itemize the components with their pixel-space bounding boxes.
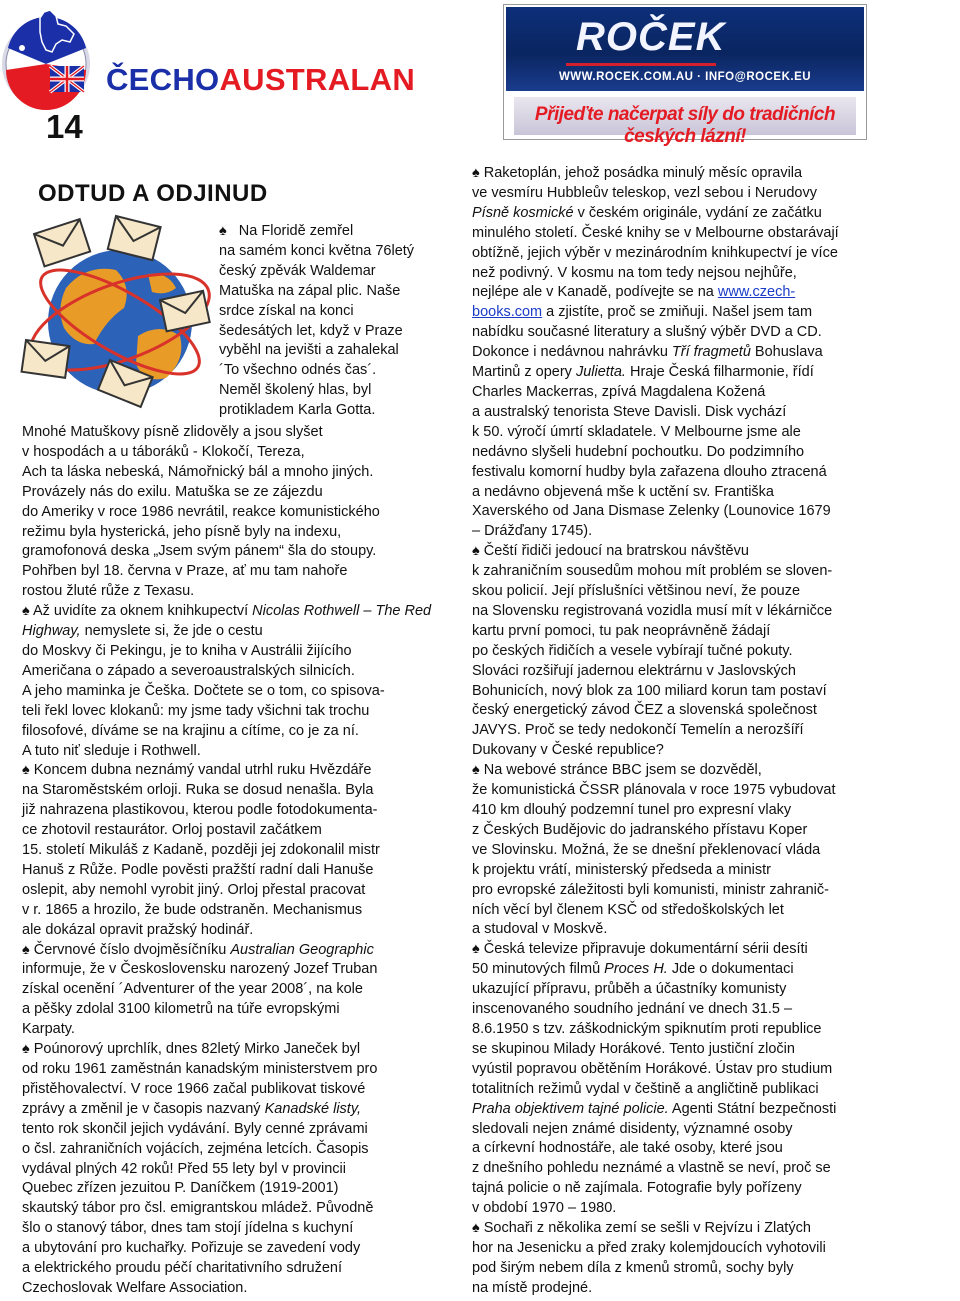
text-line: tajná policie o ně zajímala. Fotografie byly pořízeny [472, 1180, 802, 1197]
text-line: Provázely nás do exilu. Matuška se ze zájezdu [22, 483, 323, 500]
right-column [472, 164, 952, 1299]
advert-banner [506, 7, 864, 91]
text-line: po českých řidičích a vesele vybírají tučné pokuty. [472, 642, 793, 659]
text-line: v r. 1865 a hrozilo, že bude odstraněn. Mechanismus [22, 901, 363, 918]
text-line: Charles Mackerras, zpívá Magdalena Kožená [472, 383, 766, 400]
text-line: 410 km dlouhý podzemní tunel pro expresní vlaky [472, 802, 792, 818]
spade-bullet: ♠ [22, 941, 30, 958]
brand-part2: AUSTRALAN [219, 62, 416, 97]
text-line: filosofové, díváme se na krajinu a cítíme, co je za ní. [22, 722, 359, 739]
text-line: než podivný. V kosmu na tom tedy nejsou nejhůře, [472, 264, 797, 281]
text-line: Písně kosmické v českém originále, vydání ze začátku [472, 204, 822, 221]
text-line: Matuška na zápal plic. Naše [219, 282, 401, 299]
text-line: protikladem Karla Gotta. [219, 402, 376, 419]
text-line: v období 1970 – 1980. [472, 1200, 617, 1217]
text-line: a australský tenorista Steve Davisli. Disk vychází [472, 403, 787, 420]
text-line: skou policií. Její příslušníci většinou neví, že pouze [472, 583, 801, 600]
televize-article [472, 940, 952, 1219]
text-line: ukazující přípravu, průběh a účastníky komunisty [472, 981, 787, 998]
text-line: z Českých Budějovic do jadranského přístavu Koper [472, 821, 808, 838]
text-line: minulého století. České knihy se v Melbourne obstarávají [472, 224, 839, 241]
book-title: Písně kosmické [472, 204, 574, 221]
text-line: ´To všechno odnés čas´. [219, 362, 377, 379]
czech-books-link[interactable]: books.com [472, 304, 543, 321]
text-line: hor na Jesenicku a před zraky kolemjdoucích vyhotovili [472, 1239, 826, 1256]
text-line: vyběhl na jevišti a zahalekal [219, 342, 399, 359]
text-line: na samém konci května 76letý [219, 242, 415, 259]
text-line: přistěhovalectví. V roce 1966 začal publikovat tiskové [22, 1080, 366, 1097]
publication-title-italic: Praha objektivem tajné policie. [472, 1100, 669, 1117]
text-line: oslepit, aby nemohl vyrobit jiný. Orloj přestal pracovat [22, 881, 366, 898]
socharsi-article [472, 1219, 952, 1299]
text-line: ♠ Koncem dubna neznámý vandal utrhl ruku Hvězdáře [22, 762, 372, 779]
text-line: ♠ Raketoplán, jehož posádka minulý měsíc opravila [472, 165, 803, 181]
text-line: k 50. výročí úmrtí skladatele. V Melbourne jsme ale [472, 423, 801, 440]
text-line: a pěšky zdolal 3100 kilometrů na túře evropskými [22, 1001, 340, 1018]
text-line: Mnohé Matuškovy písně zlidověly a jsou slyšet [22, 424, 323, 440]
text-line: skautský tábor pro čsl. emigrantskou mládež. Původně [22, 1200, 374, 1217]
text-line: ce zhotovil restaurátor. Orloj postavil začátkem [22, 822, 322, 839]
janecek-article [22, 1040, 467, 1299]
text-line: inscenovaného soudního jednání ve dnech 31.5 – [472, 1001, 793, 1018]
text-line: ♠ Na webové stránce BBC jsem se dozvěděl, [472, 762, 762, 779]
text-line: 50 minutových filmů Proces H. Jde o dokumentaci [472, 961, 794, 978]
text-line: ních věcí byl členem KSČ od středoškolských let [472, 901, 784, 918]
section-title: ODTUD A ODJINUD [38, 180, 268, 207]
text-line: 15. století Mikuláš z Kadaně, později jej zdokonalil mistr [22, 842, 380, 859]
text-line: sledovali nejen známé disidenty, významné osoby [472, 1120, 793, 1137]
spade-bullet: ♠ [472, 1220, 480, 1237]
rothwell-article [22, 602, 467, 761]
logo-underline [566, 63, 716, 66]
orloj-article [22, 761, 467, 940]
text-line: k zahraničním sousedům mohou mít problém se sloven- [472, 563, 833, 580]
text-line: A jeho maminka je Češka. Dočtete se o tom, co spisova- [22, 682, 385, 699]
spade-bullet: ♠ [472, 941, 480, 958]
cechoaustralan-logo [0, 8, 98, 112]
text-line: nabídku současné literatury a slušný výběr DVD a CD. [472, 324, 822, 341]
spade-bullet: ♠ [219, 223, 227, 239]
text-line: festivalu komorní hudby byla zařazena dlouho ztracená [472, 463, 827, 480]
rocek-logo-text: ROČEK [576, 15, 726, 59]
text-line: Martinů z opery Julietta. Hraje Česká filharmonie, řídí [472, 364, 814, 381]
left-column [22, 423, 467, 1299]
text-line: JAVYS. Proč se tedy nedokončí Temelín a nerozšíří [472, 722, 804, 739]
text-line: ve vesmíru Hubbleův teleskop, vezl sebou i Nerudovy [472, 184, 817, 201]
text-line: se skupinou Milady Horákové. Tento justiční zločin [472, 1040, 795, 1057]
ridici-article [472, 542, 952, 761]
text-line: Karpaty. [22, 1021, 75, 1038]
text-line: v hospodách a u táboráků - Klokočí, Tereza, [22, 443, 305, 460]
page-number: 14 [46, 108, 83, 145]
text-line: na Slovensku registrovaná vozidla musí mít v lékárničce [472, 602, 833, 619]
text-line: Bohunicích, nový blok za 100 miliard korun tam postaví [472, 682, 827, 699]
advert-slogan: Přijeďte načerpat síly do tradičních českých lázní! [534, 104, 836, 147]
text-line: zprávy a změnil je v časopis nazvaný Kanadské listy, [22, 1100, 362, 1117]
text-line: ♠ Sochaři z několika zemí se sešli v Rejvízu i Zlatých [472, 1220, 811, 1237]
text-line: a studoval v Moskvě. [472, 921, 608, 938]
text-line: na Staroměstském orloji. Ruka se dosud nenašla. Byla [22, 782, 374, 799]
spade-bullet: ♠ [22, 762, 30, 779]
text-line: z dnešního pohledu neznámé a vlastně se neví, proč se [472, 1160, 831, 1177]
text-line: rostou žluté růže z Texasu. [22, 583, 195, 600]
text-line: režimu byla hysterická, jeho písně byly na indexu, [22, 523, 342, 540]
text-line: – Drážďany 1745). [472, 523, 593, 540]
text-line: ♠ Červnové číslo dvojměsíčníku Australian Geographic [22, 941, 374, 958]
rocek-advert[interactable] [503, 4, 867, 147]
text-line: o čsl. zahraničních vojácích, zejména letcích. Časopis [22, 1140, 369, 1157]
text-line: ♠ Poúnorový uprchlík, dnes 82letý Mirko Janeček byl [22, 1041, 361, 1058]
text-line: ale dokázal opravit pražský hodinář. [22, 921, 254, 938]
spade-bullet: ♠ [22, 603, 30, 620]
text-line: český energetický závod ČEZ a slovenská společnost [472, 702, 817, 719]
text-line: Praha objektivem tajné policie. Agenti Státní bezpečnosti [472, 1100, 837, 1117]
text-line: český zpěvák Waldemar [219, 262, 376, 279]
text-line: tento rok skončil jejich vydávání. Byly cenné zprávami [22, 1120, 368, 1137]
text-line: Slováci rozšiřují jadernou elektrárnu v Jaslovských [472, 662, 796, 679]
text-line: ♠ Česká televize připravuje dokumentární sérii desíti [472, 941, 808, 958]
film-title: Proces H. [604, 961, 668, 978]
text-line: ♠ Na Floridě zemřel [219, 223, 354, 239]
matuska-article [22, 423, 467, 602]
book-title: Nicolas Rothwell – The Red Highway, [22, 603, 432, 640]
globe-with-envelopes-illustration [20, 212, 212, 412]
text-line: Američana o západo a severoaustralských silnicích. [22, 662, 355, 679]
text-line: od roku 1961 zaměstnán kanadským ministerstvem pro [22, 1061, 378, 1077]
brand-part1: ČECHO [106, 62, 220, 97]
text-line: a ubytování pro kuchařky. Pořizuje se zavedení vody [22, 1240, 361, 1257]
magazine-title: Kanadské listy, [264, 1100, 362, 1117]
text-line: Dukovany v České republice? [472, 742, 664, 759]
text-line: již nahrazena plastikovou, kterou podle fotodokumenta- [22, 802, 378, 819]
text-line: 8.6.1950 s tzv. záškodnickým spiknutím proti republice [472, 1020, 822, 1037]
text-line: Pohřben byl 18. června v Praze, ať mu tam nahoře [22, 563, 348, 580]
text-line: gramofonová deska „Jsem svým pánem“ šla do stoupy. [22, 543, 377, 560]
geographic-article [22, 941, 467, 1041]
czech-books-link[interactable]: www.czech- [717, 284, 796, 301]
text-line: Xaverského od Jana Dismase Zelenky (Lounovice 1679 [472, 503, 831, 520]
text-line: Dokonce i nedávnou nahrávku Tří fragmetů Bohuslava [472, 344, 823, 361]
spade-bullet: ♠ [22, 1041, 30, 1058]
text-line: šlo o stanový tábor, dnes tam stojí jídelna s kuchyní [22, 1220, 354, 1237]
text-line: teli řekl lovec klokanů: my jsme tady všichni tak trochu [22, 702, 370, 719]
text-line: informuje, že v Československu narozený Jozef Truban [22, 961, 378, 978]
text-line: Quebec zřízen jezuitou P. Daníčkem (1919-2001) [22, 1180, 339, 1197]
spade-bullet: ♠ [472, 762, 480, 779]
text-line: že komunistická ČSSR plánovala v roce 1975 vybudovat [472, 782, 836, 799]
text-line: ve Slovinsku. Možná, že se dnešní překlenovací vláda [472, 841, 821, 858]
text-line: srdce získal na konci [219, 302, 354, 319]
text-line: vyústil popravou obětěním Horákové. Ústav pro studium [472, 1060, 833, 1077]
advert-urls: WWW.ROCEK.COM.AU · INFO@ROCEK.EU [558, 71, 812, 83]
text-line: Ach ta láska nebeská, Námořnický bál a mnoho jiných. [22, 463, 374, 480]
text-line: šedesátých let, když v Praze [219, 322, 403, 339]
envelope-icon [22, 340, 70, 378]
magazine-title: Australian Geographic [230, 941, 374, 958]
spade-bullet: ♠ [472, 543, 480, 560]
text-line: Czechoslovak Welfare Association. [22, 1279, 248, 1296]
text-line: A tuto niť sleduje i Rothwell. [22, 742, 201, 759]
matuska-intro [219, 222, 469, 421]
text-line: ♠ Až uvidíte za oknem knihkupectví Nicolas Rothwell – The Red Highway, nemyslete si, že jde o cestu [22, 603, 432, 640]
text-line: vydával plných 42 roků! Před 55 lety byl v provincii [22, 1160, 346, 1177]
text-line: pod širým nebem díla z kmenů stromů, sochy byly [472, 1259, 794, 1276]
advert-slogan-box [514, 97, 856, 147]
text-line: books.com a zjistíte, proč se zmiňuji. Našel jsem tam [472, 304, 813, 321]
text-line: Hanuš z Růže. Podle pověsti pražští radní dali Hanuše [22, 861, 374, 878]
text-line: a elektrického proudu péčí charitativního sdružení [22, 1260, 342, 1277]
text-line: ♠ Čeští řidiči jedoucí na bratrskou návštěvu [472, 543, 749, 560]
text-line: na místě prodejné. [472, 1279, 593, 1296]
text-line: a nedávno objevená mše k uctění sv. Františka [472, 483, 774, 500]
text-line: Neměl školený hlas, byl [219, 382, 372, 399]
hubble-article [472, 164, 952, 542]
text-line: obtížně, jejich výběr v mezinárodním knihkupectví je více [472, 244, 838, 261]
text-line: k projektu vrátí, ministerský předseda a ministr [472, 861, 771, 878]
text-line: kartu první pomoci, tu pak neoprávněně žádají [472, 622, 771, 639]
text-line: totalitních režimů vydal v češtině a angličtině publikaci [472, 1080, 819, 1097]
text-line: pro evropské záležitosti byli komunisti, ministr zahranič- [472, 881, 829, 898]
text-line: do Ameriky v roce 1986 nevrátil, reakce komunistického [22, 503, 380, 520]
text-line: získal ocenění ´Adventurer of the year 2008´, na kole [22, 981, 363, 998]
bbc-article [472, 761, 952, 940]
spade-bullet: ♠ [472, 165, 480, 181]
text-line: a církevní hodnostáře, ale také osoby, které jsou [472, 1140, 783, 1157]
text-line: do Moskvy či Pekingu, je to kniha v Austrálii žijícího [22, 642, 352, 659]
publication-title [106, 62, 415, 98]
envelope-icon [34, 219, 90, 266]
text-line: nejlépe ale v Kanadě, podívejte se na www.czech- [472, 284, 796, 301]
text-line: nedávno slyšeli hudební pochoutku. Do podzimního [472, 443, 805, 460]
